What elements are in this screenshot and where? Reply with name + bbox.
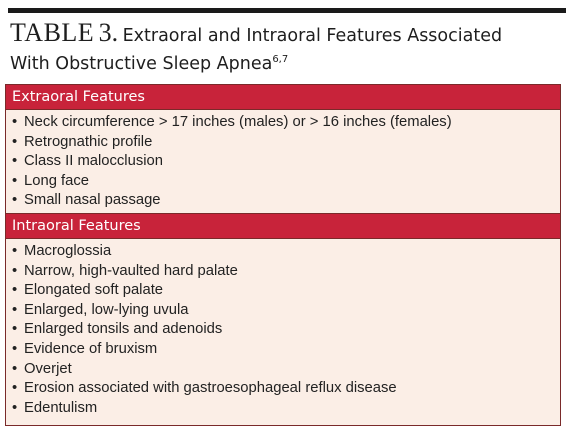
bullet-icon: •	[12, 172, 18, 189]
section-header-intraoral: Intraoral Features	[6, 213, 560, 239]
list-item	[12, 281, 560, 301]
intraoral-list	[6, 239, 560, 420]
list-item-text: Small nasal passage	[24, 192, 161, 209]
list-item	[12, 360, 560, 380]
top-rule	[8, 8, 566, 13]
list-item	[12, 262, 560, 282]
bullet-icon: •	[12, 301, 18, 318]
list-item	[12, 340, 560, 360]
bullet-icon: •	[12, 282, 18, 299]
bullet-icon: •	[12, 133, 18, 150]
bullet-icon: •	[12, 153, 18, 170]
list-item	[12, 399, 560, 419]
list-item-text: Long face	[24, 172, 89, 189]
list-item-text: Erosion associated with gastroesophageal reflux disease	[24, 380, 397, 397]
list-item-text: Overjet	[24, 360, 72, 377]
list-item-text: Evidence of bruxism	[24, 340, 158, 357]
list-item	[12, 320, 560, 340]
list-item-text: Edentulism	[24, 399, 98, 416]
bullet-icon: •	[12, 321, 18, 338]
list-item-text: Neck circumference > 17 inches (males) or > 16 inches (females)	[24, 114, 452, 130]
bullet-icon: •	[12, 242, 18, 259]
title-line-1	[10, 20, 566, 49]
list-item-text: Narrow, high-vaulted hard palate	[24, 262, 238, 279]
list-item-text: Class II malocclusion	[24, 153, 163, 170]
title-line-2	[10, 49, 566, 75]
list-item	[12, 242, 560, 262]
list-item	[12, 379, 560, 399]
list-item-text: Elongated soft palate	[24, 282, 164, 299]
table-label: TABLE	[10, 18, 95, 47]
bullet-icon: •	[12, 340, 18, 357]
bullet-icon: •	[12, 360, 18, 377]
bullet-icon: •	[12, 114, 18, 130]
bullet-icon: •	[12, 399, 18, 416]
list-item-text: Macroglossia	[24, 242, 112, 259]
bullet-icon: •	[12, 262, 18, 279]
list-item-text: Enlarged, low-lying uvula	[24, 301, 189, 318]
list-item	[12, 133, 560, 153]
extraoral-list	[6, 110, 560, 213]
section-header-extraoral: Extraoral Features	[6, 85, 560, 110]
list-item-text: Enlarged tonsils and adenoids	[24, 321, 223, 338]
title-superscript: 6,7	[272, 54, 289, 65]
bullet-icon: •	[12, 192, 18, 209]
list-item	[12, 301, 560, 321]
list-item	[12, 191, 560, 211]
list-item	[12, 113, 560, 133]
list-item	[12, 152, 560, 172]
title-text-line-2: With Obstructive Sleep Apnea	[10, 54, 273, 74]
table-title	[10, 20, 566, 75]
table-number: 3.	[98, 18, 119, 47]
title-text-line-1: Extraoral and Intraoral Features Associated	[122, 26, 503, 46]
list-item-text: Retrognathic profile	[24, 133, 153, 150]
bullet-icon: •	[12, 380, 18, 397]
list-item	[12, 172, 560, 192]
features-table	[5, 84, 561, 426]
